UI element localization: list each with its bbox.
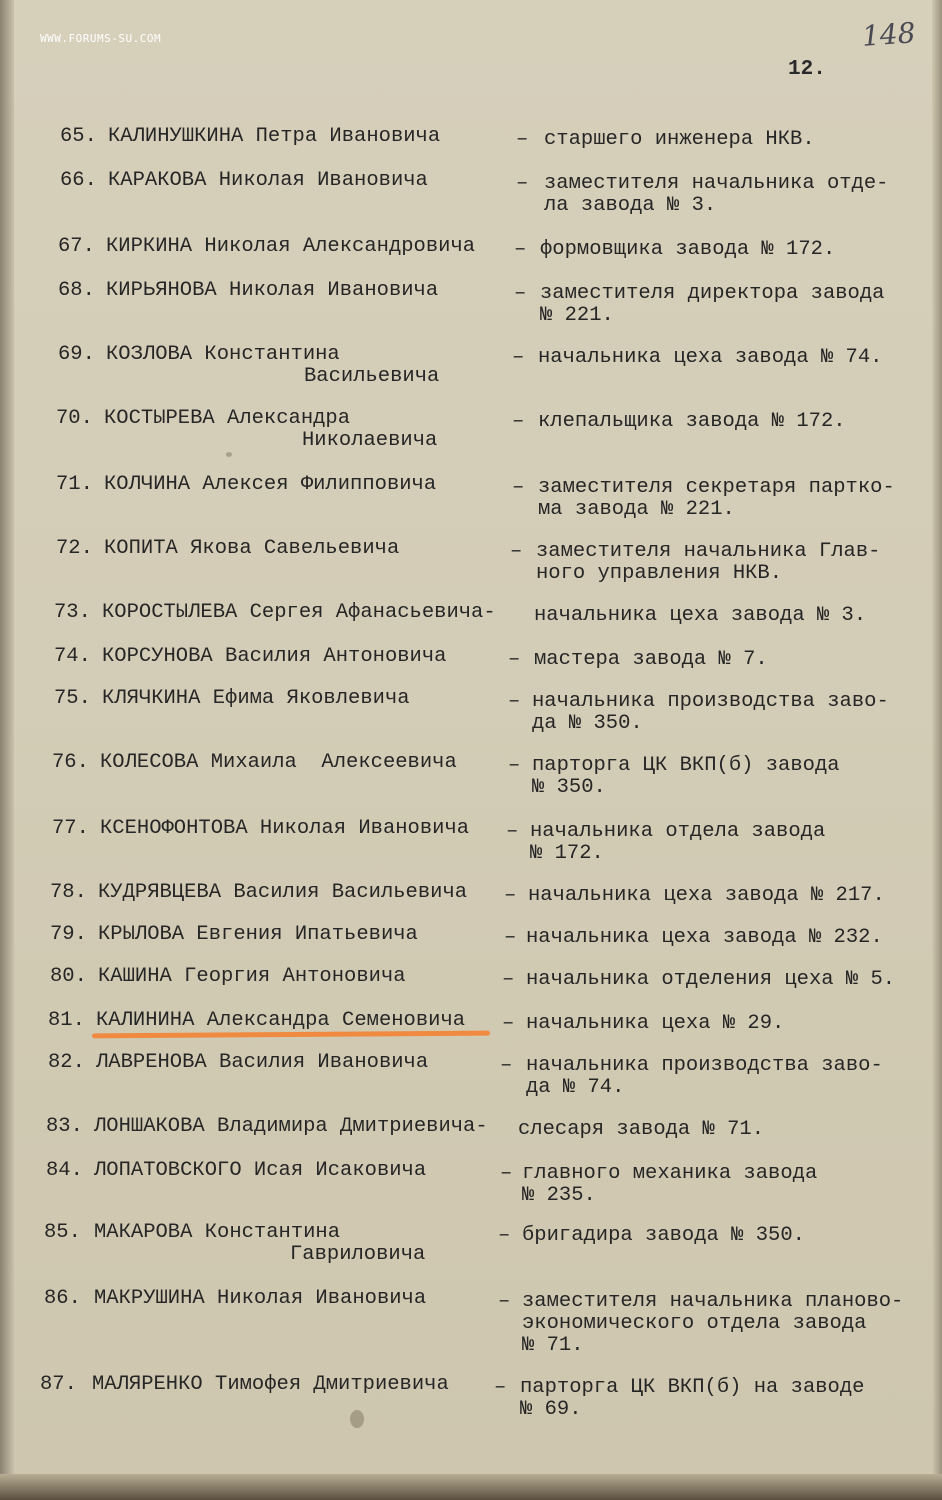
- entry-dash: –: [498, 1290, 511, 1313]
- entry-dash: –: [498, 1224, 511, 1247]
- entry-number: 70.: [56, 407, 93, 430]
- list-entry: [0, 538, 942, 598]
- position-title-continued: да № 74.: [526, 1076, 625, 1099]
- list-entry: [0, 1222, 942, 1282]
- entry-dash: –: [516, 172, 529, 195]
- entry-dash: –: [504, 926, 517, 949]
- entry-dash: –: [512, 346, 525, 369]
- person-name: КОСТЫРЕВА Александра: [104, 407, 351, 430]
- person-name: КИРЬЯНОВА Николая Ивановича: [106, 279, 439, 302]
- person-name: КРЫЛОВА Евгения Ипатьевича: [98, 923, 418, 946]
- list-entry: [0, 474, 942, 534]
- position-title-continued: № 350.: [532, 776, 606, 799]
- site-watermark: WWW.FORUMS-SU.COM: [40, 32, 162, 45]
- entry-dash: –: [508, 754, 521, 777]
- position-title-continued: № 71.: [522, 1334, 584, 1357]
- position-title-continued: ла завода № 3.: [544, 194, 717, 217]
- position-title: начальника отдела завода: [530, 820, 826, 843]
- list-entry: [0, 1160, 942, 1220]
- archive-sheet-number: 148: [860, 16, 917, 53]
- person-name: КСЕНОФОНТОВА Николая Ивановича: [100, 817, 470, 840]
- person-name: ЛОНШАКОВА Владимира Дмитриевича-: [94, 1115, 488, 1138]
- entry-dash: –: [500, 1162, 513, 1185]
- position-title: заместителя секретаря партко-: [538, 476, 895, 499]
- person-name: ЛАВРЕНОВА Василия Ивановича: [96, 1051, 429, 1074]
- entry-number: 83.: [46, 1115, 83, 1138]
- position-title: начальника производства заво-: [526, 1054, 883, 1077]
- position-title: мастера завода № 7.: [534, 648, 768, 671]
- position-title-continued: ного управления НКВ.: [536, 562, 783, 585]
- person-name: КОПИТА Якова Савельевича: [104, 537, 400, 560]
- entry-number: 78.: [50, 881, 87, 904]
- list-entry: [0, 408, 942, 468]
- person-name: МАЛЯРЕНКО Тимофея Дмитриевича: [92, 1373, 449, 1396]
- entry-number: 69.: [58, 343, 95, 366]
- entry-number: 76.: [52, 751, 89, 774]
- position-title: формовщика завода № 172.: [540, 238, 836, 261]
- position-title-continued: № 221.: [540, 304, 614, 327]
- entry-dash: –: [500, 1054, 513, 1077]
- person-name-continued: Васильевича: [304, 365, 440, 388]
- entry-number: 80.: [50, 965, 87, 988]
- person-name: МАКАРОВА Константина: [94, 1221, 341, 1244]
- position-title: начальника цеха завода № 217.: [528, 884, 885, 907]
- entry-number: 71.: [56, 473, 93, 496]
- entry-number: 79.: [50, 923, 87, 946]
- person-name: КИРКИНА Николая Александровича: [106, 235, 476, 258]
- person-name: КУДРЯВЦЕВА Василия Васильевича: [98, 881, 468, 904]
- position-title: слесаря завода № 71.: [518, 1118, 765, 1141]
- entry-number: 72.: [56, 537, 93, 560]
- position-title: начальника отделения цеха № 5.: [526, 968, 896, 991]
- entry-number: 66.: [60, 169, 97, 192]
- entry-dash: –: [502, 1012, 515, 1035]
- list-entry: [0, 1374, 942, 1434]
- entry-dash: –: [504, 884, 517, 907]
- entry-number: 75.: [54, 687, 91, 710]
- entry-dash: –: [512, 476, 525, 499]
- entry-number: 67.: [58, 235, 95, 258]
- person-name: КОЗЛОВА Константина: [106, 343, 340, 366]
- entry-dash: –: [494, 1376, 507, 1399]
- entry-dash: –: [514, 282, 527, 305]
- position-title-continued: № 235.: [522, 1184, 596, 1207]
- person-name: КЛЯЧКИНА Ефима Яковлевича: [102, 687, 410, 710]
- position-title: парторга ЦК ВКП(б) на заводе: [520, 1376, 865, 1399]
- position-title: начальника цеха № 29.: [526, 1012, 785, 1035]
- list-entry: [0, 818, 942, 878]
- position-title: заместителя начальника планово-: [522, 1290, 904, 1313]
- entry-number: 65.: [60, 125, 97, 148]
- position-title: заместителя начальника Глав-: [536, 540, 881, 563]
- entry-number: 77.: [52, 817, 89, 840]
- entry-dash: –: [508, 648, 521, 671]
- entry-number: 86.: [44, 1287, 81, 1310]
- position-title-continued: № 69.: [520, 1398, 582, 1421]
- list-entry: [0, 280, 942, 340]
- entry-number: 81.: [48, 1009, 85, 1032]
- person-name: ЛОПАТОВСКОГО Исая Исаковича: [94, 1159, 427, 1182]
- position-title: начальника цеха завода № 74.: [538, 346, 883, 369]
- position-title-continued: да № 350.: [532, 712, 643, 735]
- entry-dash: –: [514, 238, 527, 261]
- position-title-continued: экономического отдела завода: [522, 1312, 867, 1335]
- person-name: КОРОСТЫЛЕВА Сергея Афанасьевича-: [102, 601, 496, 624]
- position-title: старшего инженера НКВ.: [544, 128, 815, 151]
- page-edge-bottom: [0, 1474, 942, 1500]
- person-name-continued: Николаевича: [302, 429, 438, 452]
- position-title: бригадира завода № 350.: [522, 1224, 805, 1247]
- position-title: парторга ЦК ВКП(б) завода: [532, 754, 840, 777]
- entry-number: 85.: [44, 1221, 81, 1244]
- list-entry: [0, 752, 942, 812]
- position-title-continued: ма завода № 221.: [538, 498, 735, 521]
- position-title: заместителя начальника отде-: [544, 172, 889, 195]
- person-name: КАЛИНИНА Александра Семеновича: [96, 1009, 466, 1032]
- entry-dash: –: [512, 410, 525, 433]
- person-name: КАШИНА Георгия Антоновича: [98, 965, 406, 988]
- person-name: МАКРУШИНА Николая Ивановича: [94, 1287, 427, 1310]
- person-name: КОРСУНОВА Василия Антоновича: [102, 645, 447, 668]
- person-name: КОЛЕСОВА Михаила Алексеевича: [100, 751, 457, 774]
- position-title-continued: № 172.: [530, 842, 604, 865]
- person-name: КАЛИНУШКИНА Петра Ивановича: [108, 125, 441, 148]
- position-title: главного механика завода: [522, 1162, 818, 1185]
- entry-number: 82.: [48, 1051, 85, 1074]
- list-entry: [0, 344, 942, 404]
- entry-dash: –: [506, 820, 519, 843]
- position-title: начальника цеха завода № 232.: [526, 926, 883, 949]
- entry-number: 74.: [54, 645, 91, 668]
- person-name: КАРАКОВА Николая Ивановича: [108, 169, 428, 192]
- list-entry: [0, 1287, 942, 1357]
- page-number: 12.: [788, 58, 826, 81]
- position-title: начальника цеха завода № 3.: [534, 604, 867, 627]
- list-entry: [0, 688, 942, 748]
- list-entry: [0, 170, 942, 230]
- entry-dash: –: [508, 690, 521, 713]
- entry-dash: –: [502, 968, 515, 991]
- entry-dash: –: [510, 540, 523, 563]
- list-entry: [0, 1052, 942, 1112]
- entry-number: 87.: [40, 1373, 77, 1396]
- entry-number: 84.: [46, 1159, 83, 1182]
- entry-number: 73.: [54, 601, 91, 624]
- entry-number: 68.: [58, 279, 95, 302]
- entry-dash: –: [516, 128, 529, 151]
- person-name: КОЛЧИНА Алексея Филипповича: [104, 473, 437, 496]
- person-name-continued: Гавриловича: [290, 1243, 426, 1266]
- position-title: клепальщика завода № 172.: [538, 410, 846, 433]
- position-title: начальника производства заво-: [532, 690, 889, 713]
- position-title: заместителя директора завода: [540, 282, 885, 305]
